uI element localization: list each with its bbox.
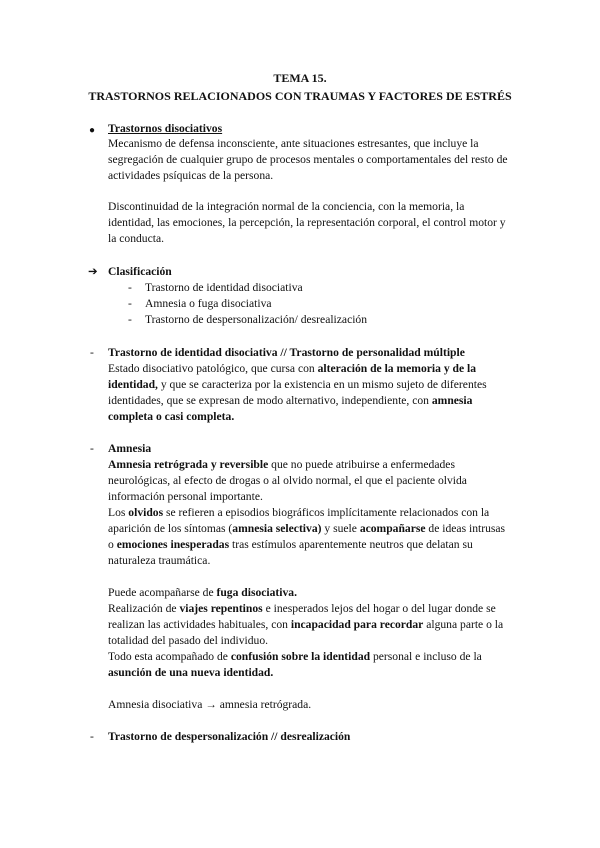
topic-number: TEMA 15. — [273, 71, 327, 85]
paragraph-line — [108, 649, 482, 665]
dash-marker: - — [90, 346, 94, 359]
emphasis-run: amnesia — [431, 394, 473, 407]
text-run: Estado disociativo patológico, que cursa con — [108, 362, 318, 375]
document-title: TRASTORNOS RELACIONADOS CON TRAUMAS Y FACTORES DE ESTRÉS — [88, 89, 512, 103]
emphasis-run: Amnesia retrógrada y reversible — [108, 458, 269, 471]
text-run: alguna parte o la — [423, 618, 504, 631]
paragraph-line — [108, 457, 455, 473]
emphasis-run: fuga disociativa. — [216, 586, 298, 599]
list-item: Amnesia o fuga disociativa — [145, 297, 272, 310]
text-run: Los — [108, 506, 129, 519]
section-heading-classification: Clasificación — [108, 265, 172, 278]
text-run: y suele — [321, 522, 360, 535]
paragraph-line — [108, 361, 476, 377]
paragraph-line — [108, 601, 496, 617]
paragraph-line: totalidad del pasado del individuo. — [108, 634, 269, 647]
dash-marker: - — [128, 297, 132, 310]
paragraph-line — [108, 393, 472, 409]
paragraph-line: Discontinuidad de la integración normal de la conciencia, con la memoria, la — [108, 200, 465, 213]
text-run: Puede acompañarse de — [108, 586, 217, 599]
paragraph-line: información personal importante. — [108, 490, 263, 503]
dash-marker: - — [128, 313, 132, 326]
paragraph-line: la conducta. — [108, 232, 165, 245]
section-heading-dissociative: Trastornos disociativos — [108, 122, 223, 135]
paragraph-line — [108, 617, 503, 633]
section-heading-amnesia: Amnesia — [108, 442, 152, 455]
dash-marker: - — [90, 730, 94, 743]
text-run: personal e incluso de la — [370, 650, 482, 663]
emphasis-run: incapacidad para recordar — [290, 618, 424, 631]
paragraph-line: Mecanismo de defensa inconsciente, ante situaciones estresantes, que incluye la — [108, 137, 479, 150]
text-run: aparición de los síntomas ( — [108, 522, 233, 535]
paragraph-line: segregación de cualquier grupo de procesos mentales o comportamentales del resto de — [108, 153, 508, 166]
emphasis-run: identidad, — [108, 378, 158, 391]
paragraph-line: Amnesia disociativa → amnesia retrógrada. — [108, 698, 312, 711]
emphasis-run: amnesia selectiva) — [232, 522, 322, 535]
dash-marker: - — [90, 442, 94, 455]
text-run: que no puede atribuirse a enfermedades — [268, 458, 455, 471]
list-item: Trastorno de despersonalización/ desrealización — [145, 313, 368, 326]
paragraph-line: naturaleza traumática. — [108, 554, 211, 567]
paragraph-line — [108, 521, 505, 537]
text-run: de ideas intrusas — [425, 522, 506, 535]
arrow-icon: ➔ — [88, 265, 98, 278]
list-item: Trastorno de identidad disociativa — [145, 281, 303, 294]
text-run: identidades, que se expresan de modo alternativo, independiente, con — [108, 394, 432, 407]
section-heading-depersonalization: Trastorno de despersonalización // desrealización — [108, 730, 351, 743]
emphasis-run: olvidos — [128, 506, 164, 519]
text-run: y que se caracteriza por la existencia en un mismo sujeto de diferentes — [157, 378, 487, 391]
bullet-icon: ● — [89, 125, 96, 136]
text-run: o — [108, 538, 117, 551]
paragraph-line: actividades psíquicas de la persona. — [108, 169, 274, 182]
paragraph-line — [108, 377, 487, 393]
text-run: Todo esta acompañado de — [108, 650, 231, 663]
emphasis-run: emociones inesperadas — [116, 538, 230, 551]
section-heading-did: Trastorno de identidad disociativa // Trastorno de personalidad múltiple — [108, 346, 465, 359]
paragraph-line — [108, 505, 489, 521]
text-run: realizan las actividades habituales, con — [108, 618, 291, 631]
text-run: tras estímulos aparentemente neutros que delatan su — [229, 538, 473, 551]
dash-marker: - — [128, 281, 132, 294]
emphasis-run: viajes repentinos — [179, 602, 263, 615]
paragraph-line — [108, 537, 473, 553]
paragraph-line: asunción de una nueva identidad. — [108, 666, 274, 679]
emphasis-run: alteración de la memoria y de la — [317, 362, 477, 375]
emphasis-run: acompañarse — [359, 522, 426, 535]
text-run: Realización de — [108, 602, 180, 615]
paragraph-line: neurológicas, al efecto de drogas o al olvido normal, el que el paciente olvida — [108, 474, 467, 487]
paragraph-line: identidad, las emociones, la percepción, la representación corporal, el control motor y — [108, 216, 506, 229]
paragraph-line — [108, 585, 297, 601]
emphasis-run: confusión sobre la identidad — [230, 650, 371, 663]
text-run: e inesperados lejos del hogar o del lugar donde se — [262, 602, 496, 615]
text-run: se refieren a episodios biográficos implícitamente relacionados con la — [163, 506, 490, 519]
paragraph-line: completa o casi completa. — [108, 410, 235, 423]
